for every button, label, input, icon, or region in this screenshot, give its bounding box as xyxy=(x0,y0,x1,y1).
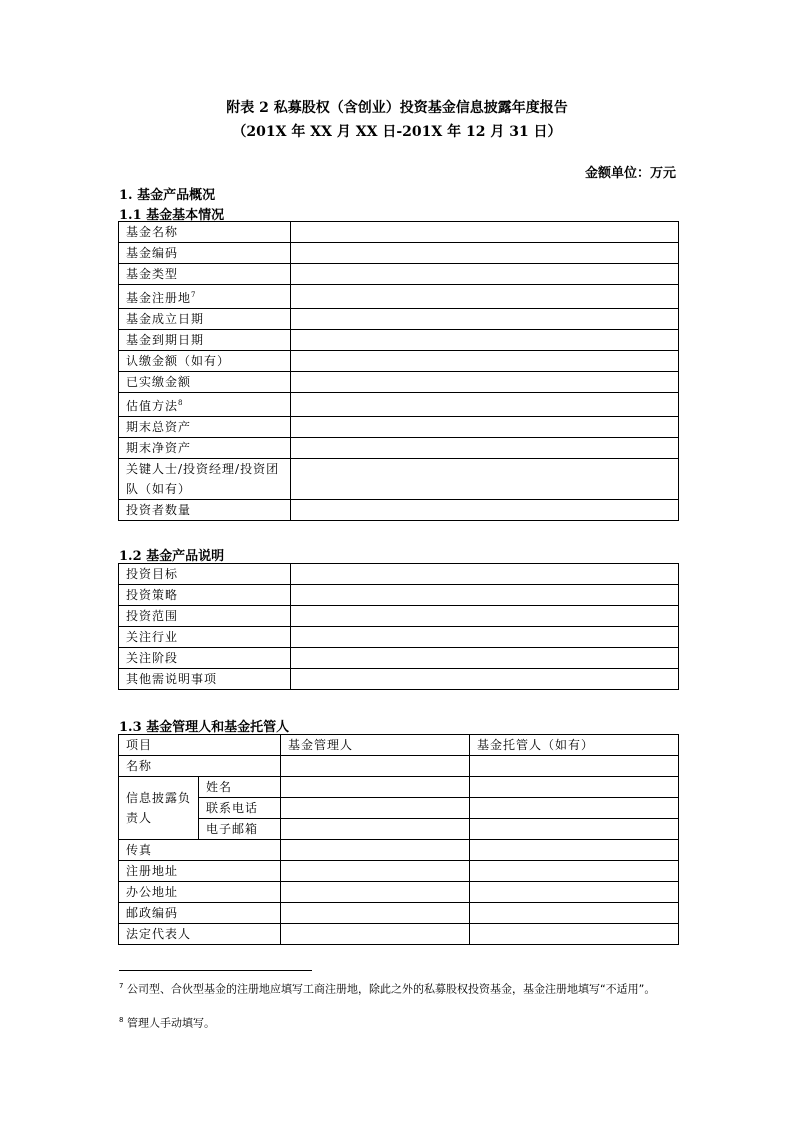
row-label: 基金到期日期 xyxy=(119,330,291,351)
table-row xyxy=(119,882,679,903)
manager-value[interactable] xyxy=(281,882,470,903)
row-value[interactable] xyxy=(291,417,679,438)
table-row xyxy=(119,627,679,648)
table-row xyxy=(119,264,679,285)
footnote-7-mark: 7 xyxy=(119,982,124,990)
report-title: 附表 2 私募股权（含创业）投资基金信息披露年度报告 xyxy=(226,100,568,116)
table-row xyxy=(119,438,679,459)
table-row xyxy=(119,309,679,330)
table-row xyxy=(119,417,679,438)
manager-value[interactable] xyxy=(281,798,470,819)
row-label: 关注行业 xyxy=(119,627,291,648)
custodian-value[interactable] xyxy=(470,819,679,840)
table-row xyxy=(119,351,679,372)
table-row xyxy=(119,777,679,798)
manager-value[interactable] xyxy=(281,777,470,798)
row-label: 关键人士/投资经理/投资团队（如有） xyxy=(119,459,291,500)
row-label: 邮政编码 xyxy=(119,903,281,924)
header-manager: 基金管理人 xyxy=(281,735,470,756)
table-row xyxy=(119,669,679,690)
table-row xyxy=(119,459,679,500)
footnote-ref-8: 8 xyxy=(178,399,184,407)
row-label: 期末总资产 xyxy=(119,417,291,438)
row-label-text: 基金注册地 xyxy=(126,291,192,305)
fund-product-description-table xyxy=(118,563,679,690)
sub-label: 姓名 xyxy=(199,777,281,798)
custodian-value[interactable] xyxy=(470,777,679,798)
table-row xyxy=(119,500,679,521)
table-row xyxy=(119,924,679,945)
row-value[interactable] xyxy=(291,372,679,393)
row-label: 名称 xyxy=(119,756,281,777)
table-row xyxy=(119,756,679,777)
row-label-text: 估值方法 xyxy=(126,399,179,413)
sub-label: 联系电话 xyxy=(199,798,281,819)
row-value[interactable] xyxy=(291,669,679,690)
row-label: 传真 xyxy=(119,840,281,861)
row-value[interactable] xyxy=(291,438,679,459)
table-row xyxy=(119,861,679,882)
row-label: 期末净资产 xyxy=(119,438,291,459)
row-label: 基金类型 xyxy=(119,264,291,285)
table-row xyxy=(119,798,679,819)
row-value[interactable] xyxy=(291,222,679,243)
row-label: 其他需说明事项 xyxy=(119,669,291,690)
custodian-value[interactable] xyxy=(470,924,679,945)
table-row xyxy=(119,606,679,627)
amount-unit: 金额单位：万元 xyxy=(584,166,676,181)
table-row xyxy=(119,585,679,606)
row-value[interactable] xyxy=(291,351,679,372)
custodian-value[interactable] xyxy=(470,861,679,882)
row-label: 基金编码 xyxy=(119,243,291,264)
custodian-value[interactable] xyxy=(470,756,679,777)
row-label: 投资者数量 xyxy=(119,500,291,521)
row-value[interactable] xyxy=(291,393,679,417)
row-label xyxy=(119,285,291,309)
manager-custodian-table xyxy=(118,734,679,945)
row-value[interactable] xyxy=(291,459,679,500)
footnote-8 xyxy=(119,1012,679,1032)
custodian-value[interactable] xyxy=(470,882,679,903)
row-label: 基金成立日期 xyxy=(119,309,291,330)
custodian-value[interactable] xyxy=(470,840,679,861)
row-value[interactable] xyxy=(291,564,679,585)
manager-value[interactable] xyxy=(281,861,470,882)
row-label: 投资策略 xyxy=(119,585,291,606)
fund-basic-info-table xyxy=(118,221,679,521)
row-value[interactable] xyxy=(291,309,679,330)
row-label: 注册地址 xyxy=(119,861,281,882)
row-label: 法定代表人 xyxy=(119,924,281,945)
row-label: 办公地址 xyxy=(119,882,281,903)
row-value[interactable] xyxy=(291,585,679,606)
table-row xyxy=(119,819,679,840)
section-1-heading: 1. 基金产品概况 xyxy=(119,188,216,203)
table-row xyxy=(119,372,679,393)
row-label: 基金名称 xyxy=(119,222,291,243)
footnote-7 xyxy=(119,978,679,998)
custodian-value[interactable] xyxy=(470,903,679,924)
row-label xyxy=(119,393,291,417)
manager-value[interactable] xyxy=(281,756,470,777)
manager-value[interactable] xyxy=(281,924,470,945)
table-header-row xyxy=(119,735,679,756)
table-row xyxy=(119,903,679,924)
row-label: 投资目标 xyxy=(119,564,291,585)
row-label: 认缴金额（如有） xyxy=(119,351,291,372)
table-row xyxy=(119,393,679,417)
row-label: 关注阶段 xyxy=(119,648,291,669)
sub-label: 电子邮箱 xyxy=(199,819,281,840)
disclosure-officer-label: 信息披露负责人 xyxy=(119,777,199,840)
manager-value[interactable] xyxy=(281,903,470,924)
row-value[interactable] xyxy=(291,330,679,351)
table-row xyxy=(119,222,679,243)
header-custodian: 基金托管人（如有） xyxy=(470,735,679,756)
table-row xyxy=(119,330,679,351)
table-row xyxy=(119,840,679,861)
row-value[interactable] xyxy=(291,648,679,669)
footnote-ref-7: 7 xyxy=(191,291,197,299)
manager-value[interactable] xyxy=(281,840,470,861)
section-1-3-heading: 1.3 基金管理人和基金托管人 xyxy=(119,720,290,735)
footnote-7-text: 公司型、合伙型基金的注册地应填写工商注册地，除此之外的私募股权投资基金，基金注册地填写“不适用”。 xyxy=(123,982,656,996)
report-period: （201X 年 XX 月 XX 日-201X 年 12 月 31 日） xyxy=(232,124,562,140)
section-1-2-heading: 1.2 基金产品说明 xyxy=(119,549,225,564)
row-value[interactable] xyxy=(291,243,679,264)
table-row xyxy=(119,243,679,264)
header-item: 项目 xyxy=(119,735,281,756)
footnote-divider xyxy=(119,970,312,971)
table-row xyxy=(119,285,679,309)
row-value[interactable] xyxy=(291,500,679,521)
custodian-value[interactable] xyxy=(470,798,679,819)
manager-value[interactable] xyxy=(281,819,470,840)
row-value[interactable] xyxy=(291,627,679,648)
row-value[interactable] xyxy=(291,606,679,627)
footnote-8-mark: 8 xyxy=(119,1016,124,1024)
footnote-8-text: 管理人手动填写。 xyxy=(123,1016,215,1030)
row-value[interactable] xyxy=(291,285,679,309)
row-label: 投资范围 xyxy=(119,606,291,627)
row-value[interactable] xyxy=(291,264,679,285)
table-row xyxy=(119,564,679,585)
table-row xyxy=(119,648,679,669)
section-1-1-heading: 1.1 基金基本情况 xyxy=(119,208,225,223)
row-label: 已实缴金额 xyxy=(119,372,291,393)
